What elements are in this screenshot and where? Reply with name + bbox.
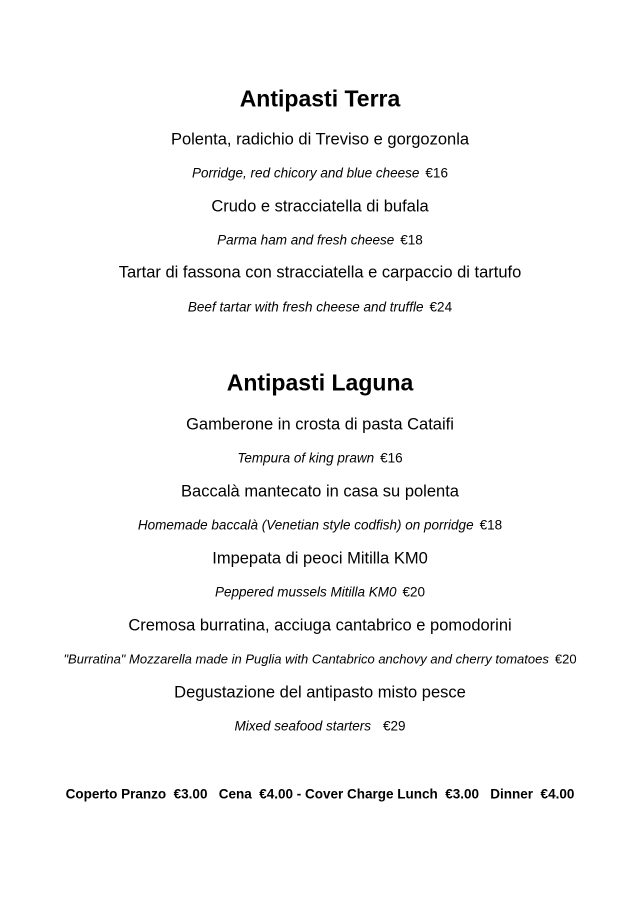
dish-name: Baccalà mantecato in casa su polenta <box>181 482 459 501</box>
dish-name: Cremosa burratina, acciuga cantabrico e pomodorini <box>128 616 512 635</box>
dish-english: Porridge, red chicory and blue cheese <box>192 165 420 181</box>
dish-name: Crudo e stracciatella di bufala <box>211 197 429 216</box>
dish-english: Parma ham and fresh cheese <box>217 232 395 248</box>
dish-description <box>0 451 640 466</box>
dish-english: Beef tartar with fresh cheese and truffle <box>187 299 424 315</box>
dish-description <box>0 719 640 734</box>
dish-price: €20 <box>554 651 577 667</box>
dish-description <box>0 166 640 181</box>
dish-price: €16 <box>425 165 448 181</box>
dish-name: Polenta, radichio di Treviso e gorgozonla <box>170 130 470 149</box>
dish-price: €18 <box>400 232 423 248</box>
dish-name: Gamberone in crosta di pasta Cataifi <box>186 415 454 434</box>
dish-description <box>0 585 640 600</box>
dish-price: €18 <box>479 517 503 533</box>
dish-description <box>0 652 640 667</box>
dish-name: Degustazione del antipasto misto pesce <box>174 683 466 702</box>
dish-name: Tartar di fassona con stracciatella e carpaccio di tartufo <box>118 263 522 282</box>
dish-description <box>0 300 640 315</box>
dish-price: €16 <box>380 450 403 466</box>
dish-english: Homemade baccalà (Venetian style codfish) on porridge <box>137 517 474 533</box>
dish-price: €24 <box>429 299 453 315</box>
dish-english: Peppered mussels Mitilla KM0 <box>214 584 397 600</box>
dish-price: €20 <box>402 584 426 600</box>
cover-charge-note: Coperto Pranzo €3.00 Cena €4.00 - Cover Charge Lunch €3.00 Dinner €4.00 <box>65 786 575 802</box>
dish-description <box>0 518 640 533</box>
dish-name: Impepata di peoci Mitilla KM0 <box>212 549 428 568</box>
section-title-terra: Antipasti Terra <box>239 85 401 112</box>
dish-english: "Burratina" Mozzarella made in Puglia with Cantabrico anchovy and cherry tomatoes <box>63 651 549 667</box>
dish-english: Tempura of king prawn <box>237 450 375 466</box>
section-title-laguna: Antipasti Laguna <box>226 369 414 396</box>
dish-price: €29 <box>383 718 406 734</box>
dish-description <box>0 233 640 248</box>
dish-english: Mixed seafood starters <box>234 718 372 734</box>
